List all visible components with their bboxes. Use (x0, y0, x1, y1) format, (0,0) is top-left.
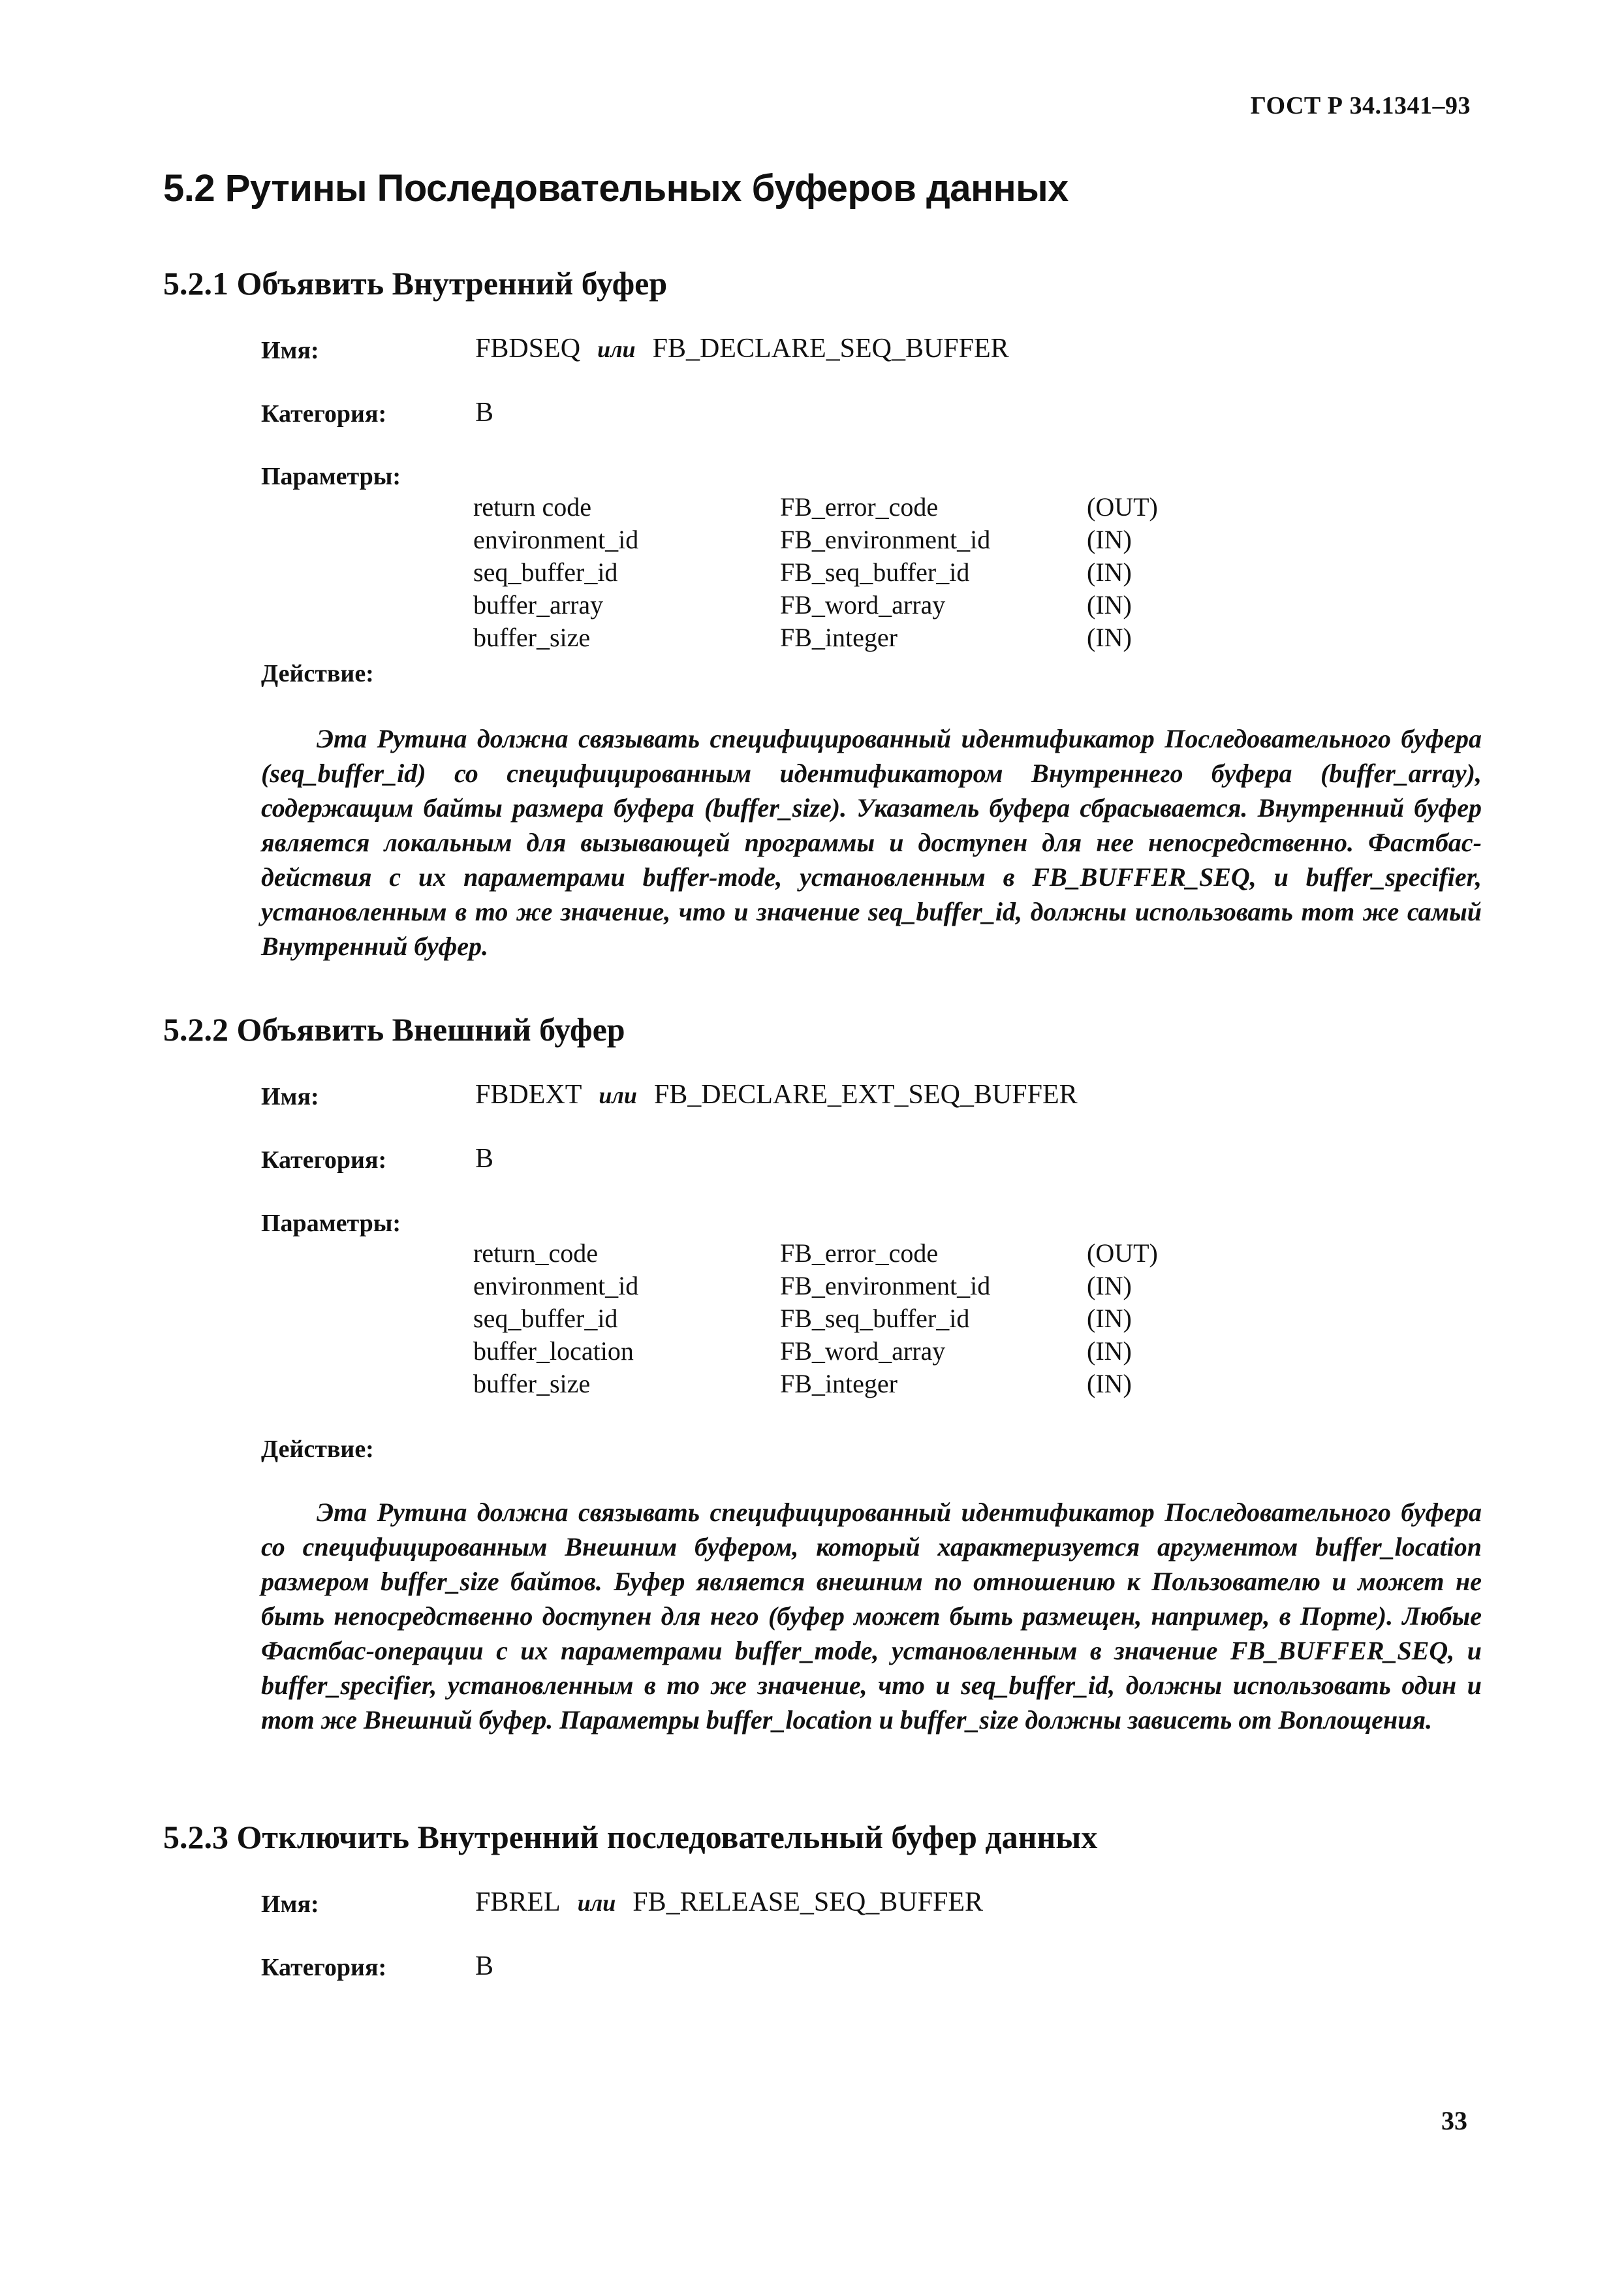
parameter-name: buffer_location (473, 1336, 634, 1366)
action-label: Действие: (261, 660, 374, 687)
routine-name (475, 333, 1009, 364)
parameter-type: FB_error_code (780, 1238, 939, 1268)
name-label: Имя: (261, 1891, 319, 1918)
parameter-name: return code (473, 492, 592, 522)
routine-name (475, 1887, 983, 1918)
parameters-label: Параметры: (261, 1210, 401, 1237)
parameter-name: seq_buffer_id (473, 557, 618, 587)
parameter-direction: (IN) (1087, 590, 1132, 620)
routine-long-name: FB_DECLARE_SEQ_BUFFER (652, 334, 1009, 364)
routine-long-name: FB_RELEASE_SEQ_BUFFER (632, 1887, 984, 1917)
parameter-row (473, 589, 1191, 621)
parameter-direction: (IN) (1087, 1369, 1132, 1398)
document-code: ГОСТ Р 34.1341–93 (1250, 92, 1471, 119)
parameter-name: return_code (473, 1238, 599, 1268)
name-label: Имя: (261, 1083, 319, 1110)
parameter-name: buffer_size (473, 623, 591, 652)
parameter-row (473, 524, 1191, 556)
parameter-type: FB_environment_id (780, 525, 991, 554)
routine-short-name: FBREL (475, 1887, 561, 1917)
parameter-direction: (IN) (1087, 525, 1132, 554)
parameter-row (473, 1270, 1191, 1302)
parameters-table (473, 1237, 1191, 1400)
parameter-direction: (IN) (1087, 623, 1132, 652)
parameter-name: buffer_size (473, 1369, 591, 1398)
routine-name (475, 1079, 1078, 1110)
parameter-direction: (IN) (1087, 1304, 1132, 1333)
parameter-direction: (OUT) (1087, 1238, 1158, 1268)
category-value: B (475, 1951, 494, 1981)
parameter-row (473, 491, 1191, 524)
routine-long-name: FB_DECLARE_EXT_SEQ_BUFFER (653, 1080, 1078, 1110)
parameter-type: FB_integer (780, 1369, 898, 1398)
parameter-type: FB_environment_id (780, 1271, 991, 1300)
parameter-type: FB_word_array (780, 1336, 946, 1366)
parameter-row (473, 556, 1191, 589)
subsection-heading-5-2-2: 5.2.2 Объявить Внешний буфер (163, 1011, 625, 1048)
name-conjunction: или (599, 1082, 637, 1108)
routine-short-name: FBDSEQ (475, 334, 581, 364)
category-value: B (475, 398, 494, 428)
parameter-type: FB_word_array (780, 590, 946, 620)
parameter-direction: (IN) (1087, 557, 1132, 587)
category-label: Категория: (261, 1954, 387, 1981)
parameter-type: FB_integer (780, 623, 898, 652)
name-label: Имя: (261, 337, 319, 364)
parameter-name: environment_id (473, 525, 639, 554)
parameter-row (473, 1302, 1191, 1335)
parameter-type: FB_error_code (780, 492, 939, 522)
section-heading-5-2: 5.2 Рутины Последовательных буферов данных (163, 167, 1069, 210)
name-conjunction: или (597, 336, 636, 362)
subsection-heading-5-2-1: 5.2.1 Объявить Внутренний буфер (163, 265, 668, 302)
parameter-row (473, 1237, 1191, 1270)
action-description: Эта Рутина должна связывать специфицированный идентификатор Последовательного буфера (seq_buffer_id) со специфицированным идентификатором Внутреннего буфера (buffer_array), содержащим байты размера буфера (buffer_size). Указатель буфера сбрасывается. Внутренний буфер является локальным для вызывающей программы и доступен для нее непосредственно. Фастбас-действия с их параметрами buffer-mode, установленным в FB_BUFFER_SEQ, и buffer_specifier, установленным в то же значение, что и значение seq_buffer_id, должны использовать тот же самый Внутренний буфер. (261, 724, 1482, 961)
parameter-name: environment_id (473, 1271, 639, 1300)
parameter-direction: (IN) (1087, 1271, 1132, 1300)
parameter-row (473, 621, 1191, 654)
parameter-direction: (OUT) (1087, 492, 1158, 522)
parameter-direction: (IN) (1087, 1336, 1132, 1366)
category-label: Категория: (261, 400, 387, 428)
parameter-type: FB_seq_buffer_id (780, 1304, 970, 1333)
action-label: Действие: (261, 1436, 374, 1463)
page-number: 33 (1441, 2106, 1467, 2135)
subsection-heading-5-2-3: 5.2.3 Отключить Внутренний последовательный буфер данных (163, 1819, 1098, 1855)
parameter-row (473, 1335, 1191, 1368)
parameters-label: Параметры: (261, 463, 401, 490)
name-conjunction: или (577, 1890, 616, 1916)
action-description: Эта Рутина должна связывать специфицированный идентификатор Последовательного буфера со специфицированным Внешним буфером, который характеризуется аргументом buffer_location размером buffer_size байтов. Буфер является внешним по отношению к Пользователю и может не быть непосредственно доступен для него (буфер может быть размещен, например, в Порте). Любые Фастбас-операции с их параметрами buffer_mode, установленным в значение FB_BUFFER_SEQ, и buffer_specifier, установленным в то же значение, что и seq_buffer_id, должны использовать один и тот же Внешний буфер. Параметры buffer_location и buffer_size должны зависеть от Воплощения. (261, 1498, 1482, 1735)
parameters-table (473, 491, 1191, 654)
parameter-name: buffer_array (473, 590, 604, 620)
parameter-type: FB_seq_buffer_id (780, 557, 970, 587)
parameter-row (473, 1368, 1191, 1400)
parameter-name: seq_buffer_id (473, 1304, 618, 1333)
category-label: Категория: (261, 1146, 387, 1174)
category-value: B (475, 1144, 494, 1174)
routine-short-name: FBDEXT (475, 1080, 582, 1110)
